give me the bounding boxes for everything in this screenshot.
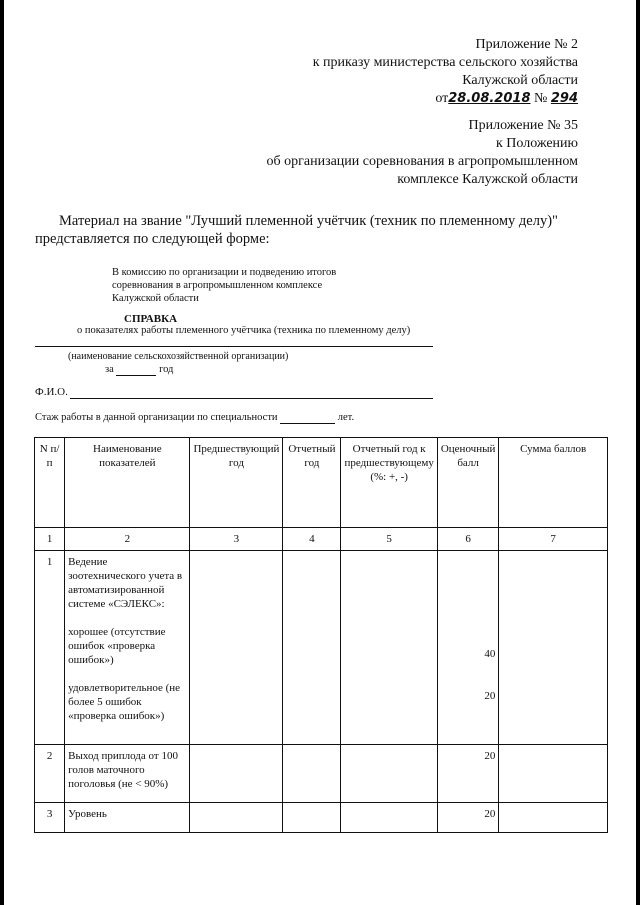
col-num-1: 1 [35, 528, 65, 551]
org-name-line [35, 346, 433, 347]
row-1-score-good: 40 [484, 648, 496, 660]
row-3-report [283, 803, 341, 833]
col-num-3: 3 [190, 528, 283, 551]
row-2-report [283, 745, 341, 803]
col-num-4: 4 [283, 528, 341, 551]
row-3-sum [499, 803, 608, 833]
row-1-good: хорошее (отсутствие ошибок «проверка ошибок») [68, 626, 166, 666]
row-1-satisfactory: удовлетворительное (не более 5 ошибок «проверка ошибок») [68, 682, 181, 722]
row-1-report [283, 551, 341, 745]
row-1-score-sat: 20 [484, 690, 496, 702]
appendix-2-order: к приказу министерства сельского хозяйства [312, 55, 578, 70]
commission-line-1: В комиссию по организации и подведению итогов [112, 267, 337, 278]
row-1-name [65, 551, 190, 745]
appendix-2-region: Калужской области [462, 73, 578, 88]
header-report-year: Отчетный год [283, 438, 341, 528]
fio-label: Ф.И.О. [35, 386, 68, 398]
date-prefix: от [435, 91, 449, 106]
row-1-sum [499, 551, 608, 745]
appendix-35-header [267, 117, 579, 189]
row-1-num: 1 [35, 551, 65, 745]
intro-line-2: представляется по следующей форме: [35, 231, 270, 247]
stazh-prefix: Стаж работы в данной организации по специальности [35, 412, 278, 423]
column-numbers-row [35, 528, 608, 551]
right-scan-edge [636, 0, 640, 905]
handwritten-number: 294 [550, 91, 578, 106]
appendix-2-header [313, 36, 578, 108]
year-blank [116, 375, 156, 376]
fio-line [70, 398, 433, 399]
row-3-ratio [341, 803, 437, 833]
org-name-caption: (наименование сельскохозяйственной организации) [68, 351, 289, 362]
appendix-35-text-2: комплексе Калужской области [397, 172, 578, 187]
table-row [35, 803, 608, 833]
appendix-2-title: Приложение № 2 [475, 37, 578, 52]
row-2-sum [499, 745, 608, 803]
row-2-prev [190, 745, 283, 803]
commission-line-2: соревнования в агропромышленном комплексе [112, 280, 323, 291]
spravka-subtitle: о показателях работы племенного учётчика (техника по племенному делу) [77, 325, 411, 336]
appendix-35-ref: к Положению [495, 136, 578, 151]
intro-line-1: Материал на звание "Лучший племенной учётчик (техник по племенному делу)" [59, 213, 558, 229]
row-2-score: 20 [437, 745, 499, 803]
row-2-ratio [341, 745, 437, 803]
stazh-line [35, 411, 354, 424]
handwritten-date: 28.08.2018 [448, 91, 531, 106]
row-3-name: Уровень [65, 803, 190, 833]
header-ratio: Отчетный год к предшествующему (%: +, -) [341, 438, 437, 528]
intro-paragraph [35, 212, 580, 248]
row-1-prev [190, 551, 283, 745]
table-row [35, 551, 608, 745]
appendix-2-date-line [313, 90, 578, 108]
commission-address [112, 266, 336, 305]
year-prefix: за [105, 364, 114, 375]
table-row [35, 745, 608, 803]
header-num: N п/п [35, 438, 65, 528]
row-3-num: 3 [35, 803, 65, 833]
col-num-5: 5 [341, 528, 437, 551]
col-num-6: 6 [437, 528, 499, 551]
col-num-7: 7 [499, 528, 608, 551]
year-line [105, 363, 173, 376]
stazh-suffix: лет. [337, 412, 355, 423]
row-2-num: 2 [35, 745, 65, 803]
header-prev-year: Предшествующий год [190, 438, 283, 528]
spravka-title: СПРАВКА [124, 313, 178, 325]
header-name: Наименование показателей [65, 438, 190, 528]
left-scan-edge [0, 0, 4, 905]
stazh-blank [280, 423, 335, 424]
row-2-name: Выход приплода от 100 голов маточного поголовья (не < 90%) [65, 745, 190, 803]
table-header-row [35, 438, 608, 528]
appendix-35-title: Приложение № 35 [468, 118, 578, 133]
year-suffix: год [159, 364, 174, 375]
row-3-prev [190, 803, 283, 833]
header-score: Оценочный балл [437, 438, 499, 528]
number-prefix: № [534, 91, 548, 106]
appendix-35-text-1: об организации соревнования в агропромышленном [266, 154, 578, 169]
row-1-score [437, 551, 499, 745]
commission-line-3: Калужской области [112, 293, 199, 304]
col-num-2: 2 [65, 528, 190, 551]
indicators-table [34, 437, 608, 833]
row-1-main: Ведение зоотехнического учета в автоматизированной системе «СЭЛЕКС»: [68, 556, 183, 610]
row-3-score: 20 [437, 803, 499, 833]
header-sum: Сумма баллов [499, 438, 608, 528]
row-1-ratio [341, 551, 437, 745]
